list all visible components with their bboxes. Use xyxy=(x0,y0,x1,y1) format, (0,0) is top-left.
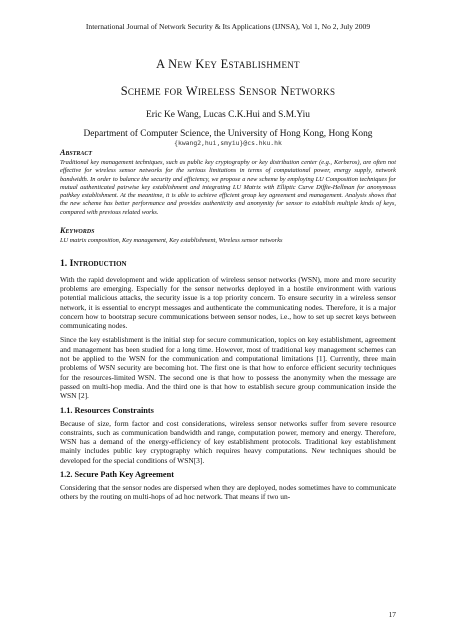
abstract-text: Traditional key management techniques, such as public key cryptography or key distribution center (e.g., Kerberos), are often not effective for wireless sensor networks for the serious limitations in terms of computational power, energy supply, network bandwidth. In order to balance the security and efficiency, we propose a new scheme by employing LU Composition techniques for mutual authenticated pairwise key establishment and integrating LU Matrix with Elliptic Curve Diffie-Hellman for anonymous pathkey establishment. At the meantime, it is able to achieve efficient group key agreement and management. Analysis shows that the new scheme has better performance and provides authenticity and anonymity for sensor to establish multiple kinds of keys, compared with previous related works. xyxy=(60,159,396,216)
abstract-heading: Abstract xyxy=(60,148,93,158)
subsection-heading-secure-path-key: 1.2. Secure Path Key Agreement xyxy=(60,470,174,480)
resources-constraints-paragraph: Because of size, form factor and cost considerations, wireless sensor networks suffer from severe resource constraints, such as communication bandwidth and range, computation power, memory and energy. Therefore, WSN has a demand of the energy-efficiency of key establishment protocols. Traditional key establishment mainly includes public key cryptography which requires heavy computations. New techniques should be developed for the special conditions of WSN[3]. xyxy=(60,418,396,465)
section-heading-introduction: 1. Introduction xyxy=(60,257,127,269)
running-head: International Journal of Network Security & Its Applications (IJNSA), Vol 1, No 2, July 2009 xyxy=(85,22,371,31)
page-number: 17 xyxy=(388,610,396,619)
keywords-text: LU matrix composition, Key management, Key establishment, Wireless sensor networks xyxy=(60,236,283,244)
secure-path-key-paragraph: Considering that the sensor nodes are dispersed when they are deployed, nodes sometimes have to communicate others by the routing on multi-hops of ad hoc network. That means if two un- xyxy=(60,483,396,502)
intro-paragraph-2: Since the key establishment is the initial step for secure communication, topics on key establishment, agreement and management has been studied for a long time. However, most of traditional key management schemes can not be applied to the WSN for the communication and computational limitations [1]. Currently, three main problems of WSN security are becoming hot. The first one is that how to enforce efficient security techniques for the resources-limited WSN. The second one is that how to possess the anonymity when the message are passed on multi-hop media. And the third one is that how to establish secure group communication inside the WSN [2]. xyxy=(60,335,396,401)
paper-title-line-2: Scheme for Wireless Sensor Networks xyxy=(120,83,336,98)
author-email: {kwang2,hui,smyiu}@cs.hku.hk xyxy=(174,139,282,148)
subsection-heading-resources-constraints: 1.1. Resources Constraints xyxy=(60,405,154,415)
author-affiliation: Department of Computer Science, the University of Hong Kong, Hong Kong xyxy=(83,129,373,140)
paper-title-line-1: A New Key Establishment xyxy=(156,57,300,71)
intro-paragraph-1: With the rapid development and wide application of wireless sensor networks (WSN), more and more security problems are emerging. Especially for the sensor networks deployed in a hostile environment with various potential malicious attacks, the security issue is a top priority concern. To ensure security in a wireless sensor network, it is essential to encrypt messages and authenticate the communicating nodes. Therefore, it is a major concern how to bootstrap secure communications between sensor nodes, i.e., how to set up secret keys between communicating nodes. xyxy=(60,274,396,331)
keywords-heading: Keywords xyxy=(60,225,95,235)
author-list: Eric Ke Wang, Lucas C.K.Hui and S.M.Yiu xyxy=(146,110,310,121)
